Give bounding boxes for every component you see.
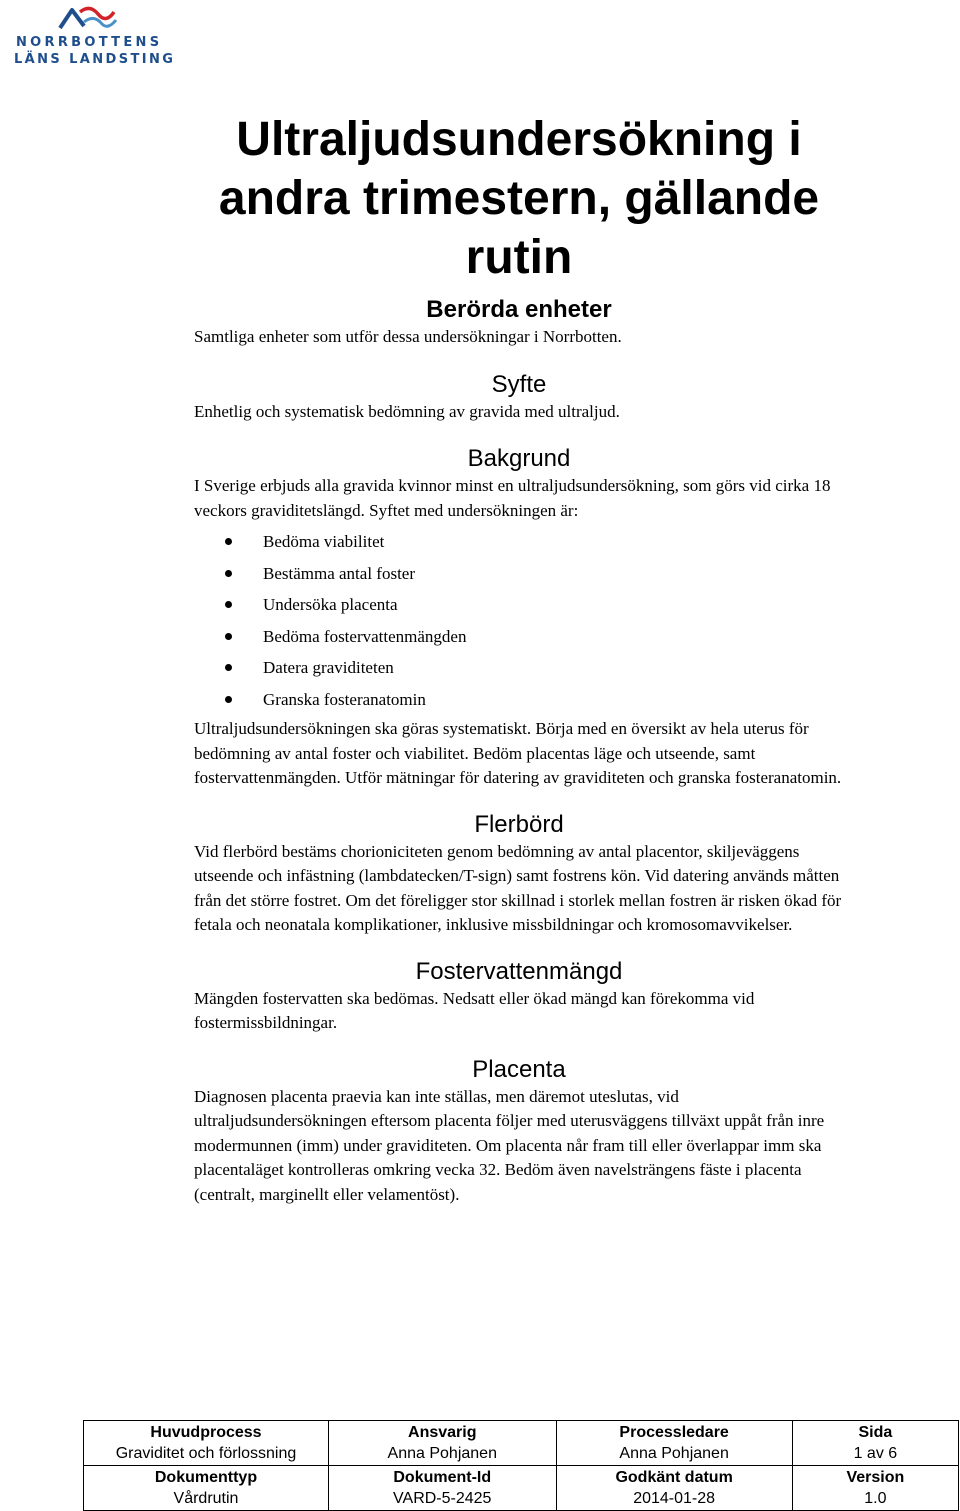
flerbord-text: Vid flerbörd bestäms chorioniciteten genom bedömning av antal placentor, skiljeväggens utseende och infästning (lambdatecken/T-sign) samt fostrens kön. Vid datering används måtten från det större fostret. Om det föreligger stor skillnad i storlek mellan fostren är risken ökad för fetala och neonatala komplikationer, inklusive missbildningar och kromosomavvikelser. (194, 841, 842, 934)
list-item: Bestämma antal foster (194, 558, 844, 590)
heading-fostervattenmangd: Fostervattenmängd (415, 957, 623, 985)
logo-text-line1: NORRBOTTENS (16, 35, 163, 50)
bakgrund-bullet-list (194, 526, 844, 715)
county-council-logo-icon (54, 4, 118, 32)
list-item: Bedöma viabilitet (194, 526, 844, 558)
footer-cell-processledare: Processledare Anna Pohjanen (556, 1421, 792, 1466)
heading-syfte: Syfte (491, 370, 547, 398)
list-item: Datera graviditeten (194, 652, 844, 684)
heading-berorda-enheter: Berörda enheter (426, 296, 612, 323)
berorda-text: Samtliga enheter som utför dessa undersökningar i Norrbotten. (194, 327, 622, 346)
bullet-icon (225, 633, 232, 640)
organization-logo (14, 4, 174, 68)
footer-cell-version: Version 1.0 (792, 1466, 958, 1511)
bullet-icon (225, 664, 232, 671)
document-body (194, 110, 844, 1215)
footer-cell-ansvarig: Ansvarig Anna Pohjanen (329, 1421, 557, 1466)
bullet-icon (225, 538, 232, 545)
footer-cell-huvudprocess: Huvudprocess Graviditet och förlossning (84, 1421, 329, 1466)
document-metadata-table (83, 1420, 959, 1511)
bullet-icon (225, 601, 232, 608)
bullet-icon (225, 696, 232, 703)
document-title: Ultraljudsundersökning i andra trimestern, gällande rutin (218, 113, 820, 284)
footer-cell-sida: Sida 1 av 6 (792, 1421, 958, 1466)
logo-text-line2: LÄNS LANDSTING (14, 52, 176, 67)
list-item: Granska fosteranatomin (194, 684, 844, 716)
placenta-text: Diagnosen placenta praevia kan inte ställas, men däremot uteslutas, vid ultraljudsundersökningen eftersom placenta följer med uterusväggens tillväxt uppåt från inre modermunnen (imm) under graviditeten. Om placenta når fram till eller överlappar imm ska placentaläget kontrolleras omkring vecka 32. Bedöm även navelsträngens fäste i placenta (centralt, marginellt eller velamentöst). (194, 1086, 825, 1204)
fostervatten-text: Mängden fostervatten ska bedömas. Nedsatt eller ökad mängd kan förekomma vid fostermissbildningar. (194, 988, 755, 1032)
footer-cell-dokumenttyp: Dokumenttyp Vårdrutin (84, 1466, 329, 1511)
heading-placenta: Placenta (472, 1055, 566, 1083)
bakgrund-text-2: Ultraljudsundersökningen ska göras systematiskt. Börja med en översikt av hela uterus för bedömning av antal foster och viabilitet. Bedöm placentas läge och utseende, samt fostervattenmängden. Utför mätningar för datering av graviditeten och granska fosteranatomin. (194, 719, 842, 787)
bullet-icon (225, 570, 232, 577)
bakgrund-text: I Sverige erbjuds alla gravida kvinnor minst en ultraljudsundersökning, som görs vid cirka 18 veckors graviditetslängd. Syftet med undersökningen är: (194, 476, 831, 520)
list-item: Undersöka placenta (194, 589, 844, 621)
heading-flerbord: Flerbörd (474, 810, 564, 838)
list-item: Bedöma fostervattenmängden (194, 621, 844, 653)
footer-cell-godkant-datum: Godkänt datum 2014-01-28 (556, 1466, 792, 1511)
heading-bakgrund: Bakgrund (467, 445, 571, 472)
syfte-text: Enhetlig och systematisk bedömning av gravida med ultraljud. (194, 401, 620, 421)
footer-cell-dokument-id: Dokument-Id VARD-5-2425 (329, 1466, 557, 1511)
